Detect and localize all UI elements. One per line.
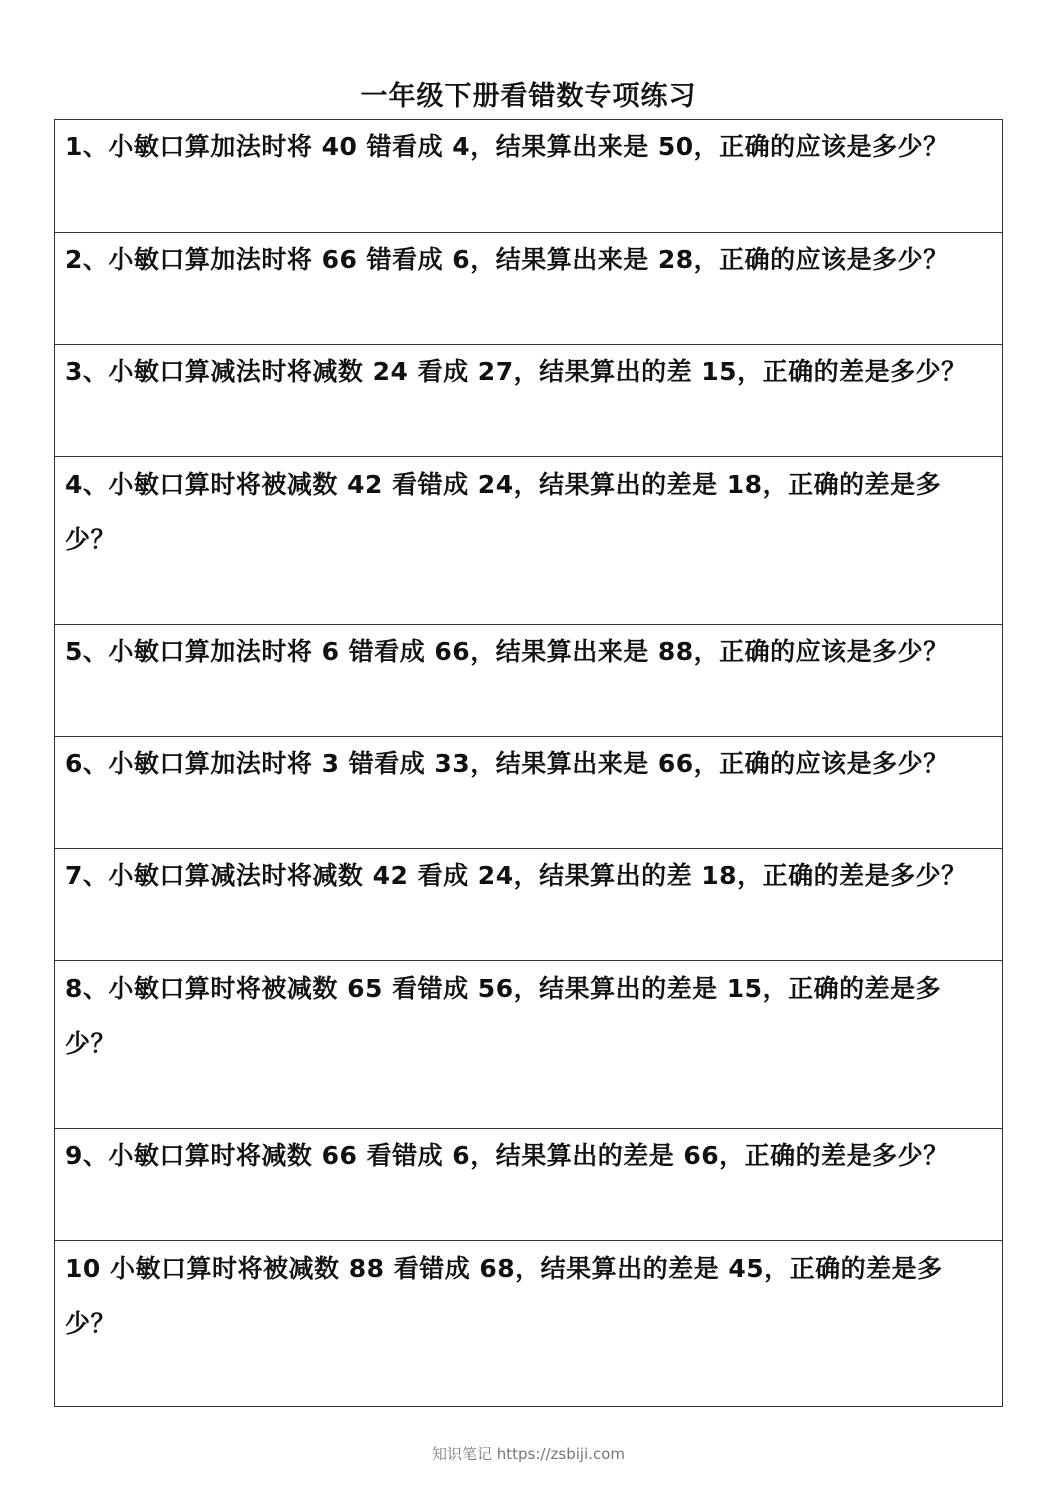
- question-text-5: 5、小敏口算加法时将 6 错看成 66，结果算出来是 88，正确的应该是多少？: [65, 637, 949, 666]
- question-row-4: [55, 456, 1002, 624]
- question-row-1: [55, 120, 1002, 232]
- question-text-6: 6、小敏口算加法时将 3 错看成 33，结果算出来是 66，正确的应该是多少？: [65, 749, 949, 778]
- question-row-5: [55, 624, 1002, 736]
- question-row-9: [55, 1128, 1002, 1240]
- page-title: 一年级下册看错数专项练习: [360, 81, 697, 112]
- question-row-2: [55, 232, 1002, 344]
- question-row-3: [55, 344, 1002, 456]
- question-row-10: [55, 1240, 1002, 1406]
- question-row-6: [55, 736, 1002, 848]
- question-text-8: 8、小敏口算时将被减数 65 看错成 56，结果算出的差是 15，正确的差是多少？: [65, 974, 942, 1058]
- question-text-4: 4、小敏口算时将被减数 42 看错成 24，结果算出的差是 18，正确的差是多少？: [65, 470, 942, 554]
- question-text-9: 9、小敏口算时将减数 66 看错成 6，结果算出的差是 66，正确的差是多少？: [65, 1141, 949, 1170]
- question-row-7: [55, 848, 1002, 960]
- question-text-2: 2、小敏口算加法时将 66 错看成 6，结果算出来是 28，正确的应该是多少？: [65, 245, 949, 274]
- question-text-10: 10 小敏口算时将被减数 88 看错成 68，结果算出的差是 45，正确的差是多少？: [65, 1254, 943, 1338]
- question-text-3: 3、小敏口算减法时将减数 24 看成 27，结果算出的差 15，正确的差是多少？: [65, 357, 967, 386]
- question-row-8: [55, 960, 1002, 1128]
- question-table: [54, 119, 1003, 1407]
- question-text-7: 7、小敏口算减法时将减数 42 看成 24，结果算出的差 18，正确的差是多少？: [65, 861, 967, 890]
- footer-watermark: 知识笔记 https://zsbiji.com: [431, 1445, 626, 1463]
- question-text-1: 1、小敏口算加法时将 40 错看成 4，结果算出来是 50，正确的应该是多少？: [65, 132, 949, 161]
